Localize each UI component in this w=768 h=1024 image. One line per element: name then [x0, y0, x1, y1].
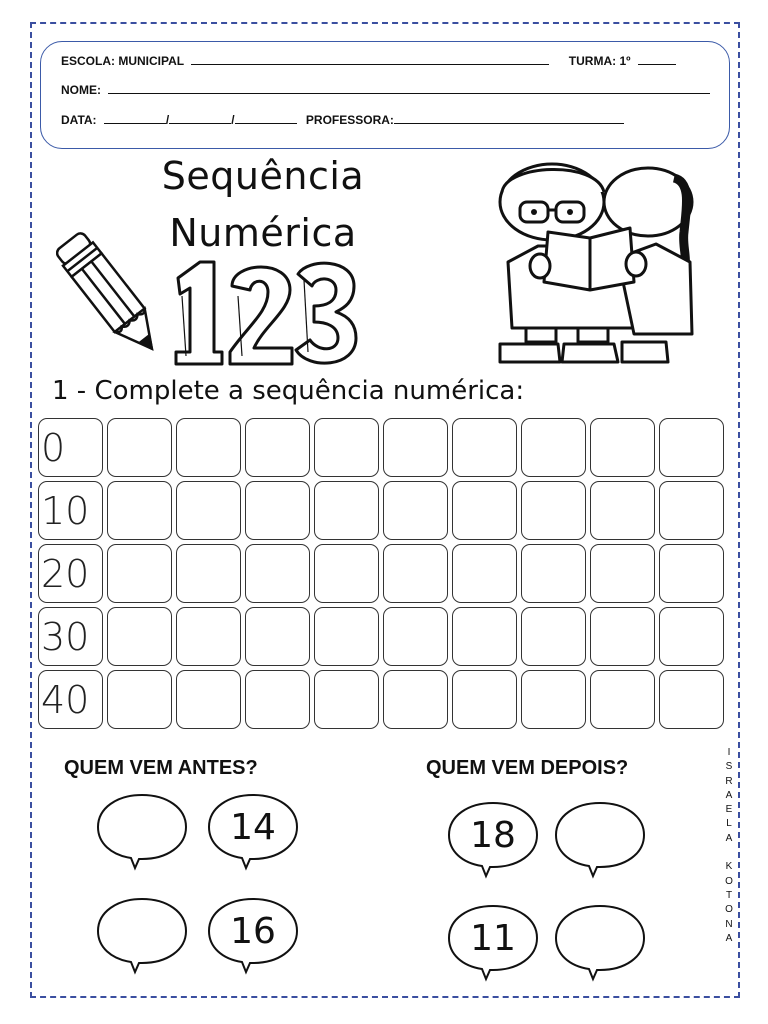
sequence-cell[interactable] [314, 481, 379, 540]
sequence-cell[interactable] [176, 544, 241, 603]
side-credit [722, 746, 736, 946]
sequence-cell[interactable] [590, 481, 655, 540]
side-credit-letter: I [727, 747, 731, 758]
sequence-cell[interactable] [590, 544, 655, 603]
student-info-header [40, 41, 730, 149]
date-separator: / [165, 113, 170, 127]
sequence-cell[interactable] [176, 481, 241, 540]
side-credit-letter: L [726, 818, 732, 830]
sequence-cell[interactable] [521, 481, 586, 540]
side-credit-letter: A [725, 832, 733, 844]
sequence-cell[interactable] [314, 544, 379, 603]
date-day-blank[interactable] [104, 113, 166, 124]
class-blank[interactable] [638, 54, 676, 65]
sequence-cell[interactable] [521, 418, 586, 477]
sequence-cell[interactable] [452, 670, 517, 729]
bubble-number: 18 [470, 814, 516, 856]
sequence-cell[interactable] [383, 418, 448, 477]
side-credit-letter: S [725, 761, 733, 773]
sequence-cell[interactable] [107, 670, 172, 729]
number-bubble [446, 903, 540, 977]
sequence-cell[interactable] [107, 418, 172, 477]
sequence-cell[interactable] [452, 607, 517, 666]
sequence-cell[interactable] [521, 670, 586, 729]
number-bubble [206, 792, 300, 866]
sequence-cell[interactable]: 40 [38, 670, 103, 729]
sequence-cell[interactable] [245, 607, 310, 666]
sequence-cell[interactable] [383, 670, 448, 729]
sequence-cell[interactable] [590, 607, 655, 666]
sequence-cell[interactable] [590, 418, 655, 477]
side-credit-letter [722, 846, 736, 860]
number-bubble [206, 896, 300, 970]
sequence-cell[interactable] [383, 544, 448, 603]
school-blank[interactable] [191, 54, 549, 65]
pencil-illustration [56, 222, 168, 374]
sequence-cell[interactable] [521, 544, 586, 603]
sequence-cell[interactable] [107, 544, 172, 603]
date-label: DATA: [61, 113, 97, 127]
side-credit-letter: R [725, 775, 733, 787]
sequence-cell[interactable] [452, 544, 517, 603]
answer-bubble[interactable] [95, 792, 189, 866]
bubble-number [95, 896, 189, 966]
sequence-cell[interactable] [176, 418, 241, 477]
side-credit-letter: A [725, 789, 733, 801]
date-separator: / [231, 113, 235, 127]
bubble-number [95, 792, 189, 862]
sequence-cell[interactable] [176, 607, 241, 666]
answer-bubble[interactable] [95, 896, 189, 970]
date-year-blank[interactable] [235, 113, 297, 124]
sequence-cell[interactable] [314, 418, 379, 477]
side-credit-letter: N [725, 918, 733, 930]
side-credit-letter: O [725, 904, 733, 916]
sequence-cell[interactable] [245, 418, 310, 477]
sequence-cell[interactable]: 10 [38, 481, 103, 540]
sequence-cell[interactable] [659, 607, 724, 666]
kids-reading-illustration [478, 158, 728, 372]
sequence-cell[interactable] [521, 607, 586, 666]
number-bubble [446, 800, 540, 874]
sequence-cell[interactable] [245, 481, 310, 540]
sequence-cell[interactable] [452, 481, 517, 540]
title-line-2: Numérica [169, 211, 357, 255]
bubble-number [553, 800, 647, 870]
answer-bubble[interactable] [553, 903, 647, 977]
bubble-number: 16 [230, 910, 276, 952]
sequence-cell[interactable] [245, 544, 310, 603]
sequence-cell[interactable]: 30 [38, 607, 103, 666]
side-credit-letter: T [725, 889, 733, 901]
bubble-number [553, 903, 647, 973]
side-credit-letter: K [725, 861, 733, 873]
school-label: ESCOLA: MUNICIPAL [61, 54, 185, 68]
name-line [61, 83, 710, 97]
date-teacher-line [61, 113, 624, 127]
sequence-cell[interactable] [314, 607, 379, 666]
sequence-cell[interactable] [659, 481, 724, 540]
sequence-cell[interactable] [659, 544, 724, 603]
teacher-label: PROFESSORA: [305, 113, 394, 127]
title-line-1: Sequência [161, 154, 365, 198]
side-credit-letter: O [725, 875, 733, 887]
name-label: NOME: [61, 83, 101, 97]
side-credit-letter: A [725, 932, 733, 944]
sequence-cell[interactable] [245, 670, 310, 729]
sequence-cell[interactable] [383, 607, 448, 666]
class-label: TURMA: 1º [568, 54, 631, 68]
side-credit-letter: E [725, 804, 733, 816]
numbers-123-illustration [168, 256, 358, 372]
sequence-cell[interactable] [659, 418, 724, 477]
sequence-cell[interactable] [590, 670, 655, 729]
bubble-number: 11 [470, 917, 516, 959]
name-blank[interactable] [108, 83, 710, 94]
school-line [61, 54, 676, 68]
sequence-cell[interactable]: 0 [38, 418, 103, 477]
exercise-instruction: 1 - Complete a sequência numérica: [52, 376, 525, 406]
after-section-title: QUEM VEM DEPOIS? [426, 757, 629, 779]
sequence-cell[interactable] [107, 607, 172, 666]
sequence-cell[interactable] [314, 670, 379, 729]
date-month-blank[interactable] [169, 113, 231, 124]
sequence-cell[interactable] [452, 418, 517, 477]
sequence-cell[interactable] [107, 481, 172, 540]
sequence-grid [38, 418, 724, 729]
sequence-cell[interactable] [659, 670, 724, 729]
bubble-number: 14 [230, 806, 276, 848]
teacher-blank[interactable] [394, 113, 624, 124]
sequence-cell[interactable]: 20 [38, 544, 103, 603]
sequence-cell[interactable] [383, 481, 448, 540]
sequence-cell[interactable] [176, 670, 241, 729]
before-section-title: QUEM VEM ANTES? [64, 757, 258, 779]
answer-bubble[interactable] [553, 800, 647, 874]
